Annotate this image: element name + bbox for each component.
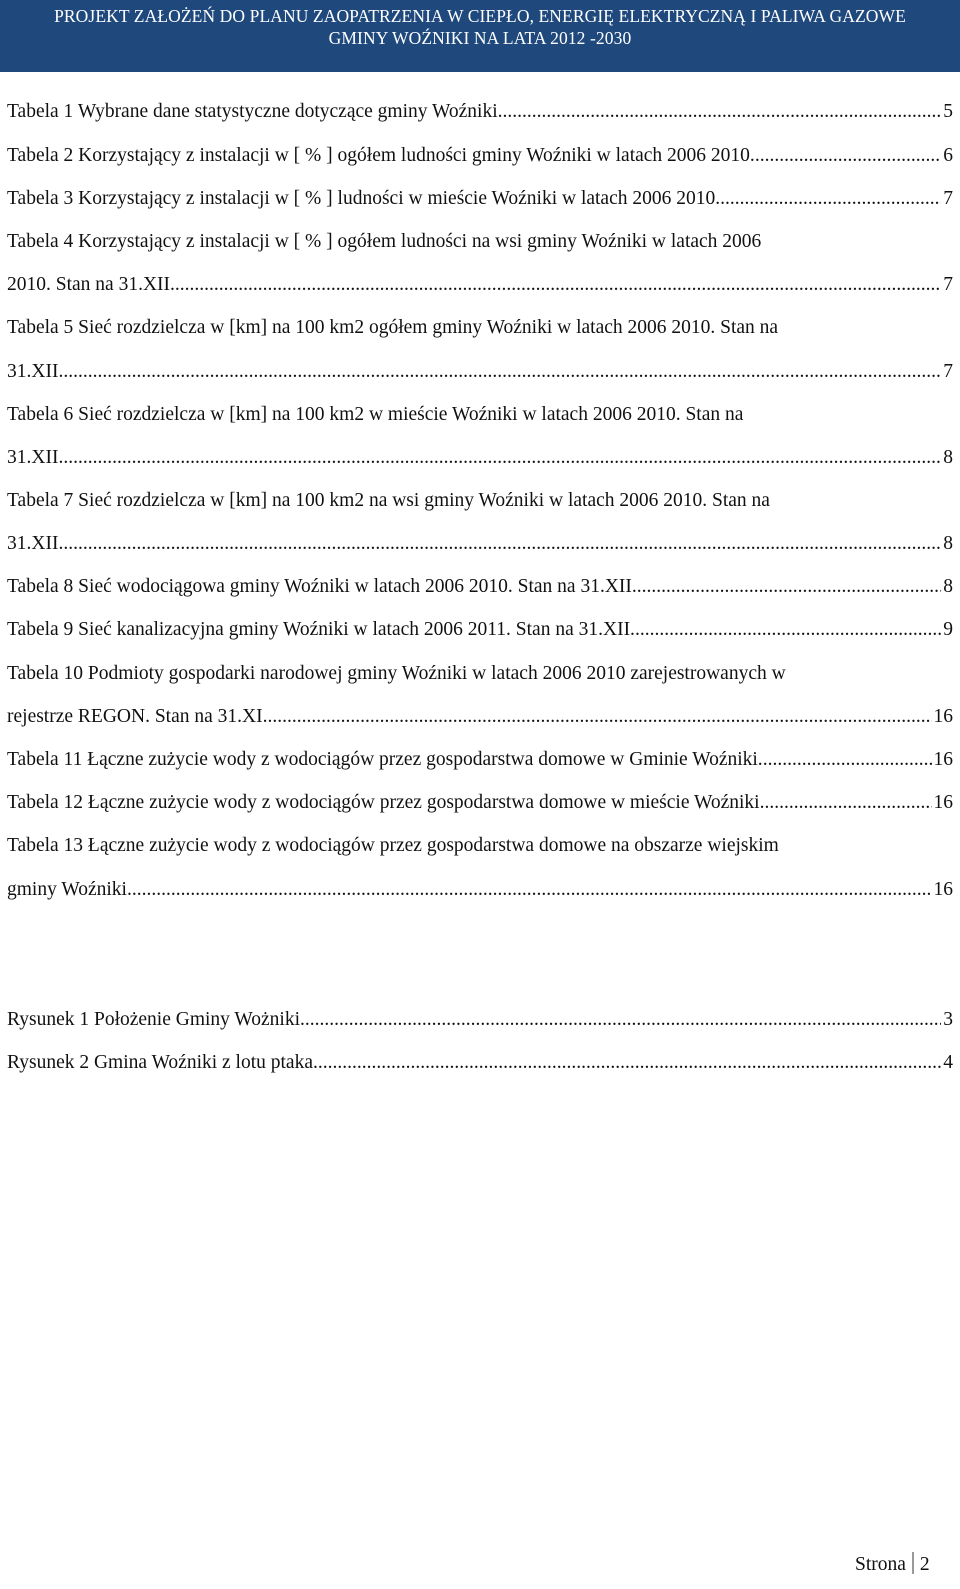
- page-number: 9: [943, 619, 953, 640]
- page-number: 5: [943, 101, 953, 122]
- leader-dots: [720, 186, 941, 212]
- toc-entry-tabela-6[interactable]: 31.XII. ..... 8: [7, 445, 953, 471]
- toc-entry-tabela-13[interactable]: gminy Woźniki. ..... 16: [7, 877, 953, 903]
- leader-dots: [755, 143, 941, 169]
- page-number: 16: [933, 706, 953, 727]
- toc-entry-tabela-6-line1[interactable]: Tabela 6 Sieć rozdzielcza w [km] na 100 km2 w mieście Woźniki w latach 2006 2010. Stan na: [7, 404, 744, 425]
- toc-entry-tabela-5[interactable]: 31.XII. ..... 7: [7, 359, 953, 385]
- footer-separator: [912, 1552, 914, 1574]
- leader-dots: [267, 704, 931, 730]
- leader-dots: [635, 617, 941, 643]
- toc-entry-tabela-13-line1[interactable]: Tabela 13 Łączne zużycie wody z wodociągów przez gospodarstwa domowe na obszarze wiejskim: [7, 835, 779, 856]
- toc-entry-tabela-4-line1[interactable]: Tabela 4 Korzystający z instalacji w [ % ] ogółem ludności na wsi gminy Woźniki w latach 2006: [7, 231, 762, 252]
- toc-entry-tabela-2[interactable]: Tabela 2 Korzystający z instalacji w [ % ] ogółem ludności gminy Woźniki w latach 2006 2010. ..... 6: [7, 143, 953, 169]
- page-number: 6: [943, 145, 953, 166]
- header-title-line1: PROJEKT ZAŁOŻEŃ DO PLANU ZAOPATRZENIA W CIEPŁO, ENERGIĘ ELEKTRYCZNĄ I PALIWA GAZOWE: [54, 6, 906, 26]
- toc-entry-tabela-5-line1[interactable]: Tabela 5 Sieć rozdzielcza w [km] na 100 km2 ogółem gminy Woźniki w latach 2006 2010. Stan na: [7, 317, 779, 338]
- footer-label: Strona: [855, 1554, 906, 1575]
- page-number: 7: [943, 188, 953, 209]
- page-footer: [855, 1552, 930, 1578]
- page-number: 7: [943, 274, 953, 295]
- leader-dots: [63, 359, 941, 385]
- toc-entry-rysunek-1[interactable]: Rysunek 1 Położenie Gminy Wożniki ..... 3: [7, 1007, 953, 1033]
- toc-entry-tabela-12[interactable]: Tabela 12 Łączne zużycie wody z wodociągów przez gospodarstwa domowe w mieście Woźniki. ..... 16: [7, 790, 953, 816]
- leader-dots: [175, 272, 941, 298]
- toc-entry-tabela-10-line1[interactable]: Tabela 10 Podmioty gospodarki narodowej gminy Woźniki w latach 2006 2010 zarejestrowanych w: [7, 663, 786, 684]
- page-number: 16: [933, 749, 953, 770]
- page-number: 8: [943, 576, 953, 597]
- toc-entry-tabela-8[interactable]: Tabela 8 Sieć wodociągowa gminy Woźniki w latach 2006 2010. Stan na 31.XII ..... 8: [7, 574, 953, 600]
- leader-dots: [498, 99, 942, 125]
- leader-dots: [132, 877, 932, 903]
- toc-entry-tabela-3[interactable]: Tabela 3 Korzystający z instalacji w [ % ] ludności w mieście Woźniki w latach 2006 2010. ..... 7: [7, 186, 953, 212]
- leader-dots: [63, 531, 941, 557]
- toc-entry-tabela-7[interactable]: 31.XII. ..... 8: [7, 531, 953, 557]
- page-number: 16: [933, 792, 953, 813]
- leader-dots: [632, 574, 941, 600]
- leader-dots: [764, 790, 931, 816]
- leader-dots: [63, 445, 941, 471]
- toc-entry-rysunek-2[interactable]: Rysunek 2 Gmina Woźniki z lotu ptaka ..... 4: [7, 1050, 953, 1076]
- header-title-line2: GMINY WOŹNIKI NA LATA 2012 -2030: [328, 28, 632, 48]
- leader-dots: [763, 747, 932, 773]
- page-number: 16: [933, 879, 953, 900]
- page-number: 7: [943, 361, 953, 382]
- leader-dots: [313, 1050, 941, 1076]
- leader-dots: [300, 1007, 941, 1033]
- toc-entry-tabela-11[interactable]: Tabela 11 Łączne zużycie wody z wodociągów przez gospodarstwa domowe w Gminie Woźniki. ..... 16: [7, 747, 953, 773]
- toc-entry-tabela-7-line1[interactable]: Tabela 7 Sieć rozdzielcza w [km] na 100 km2 na wsi gminy Woźniki w latach 2006 2010. Stan na: [7, 490, 770, 511]
- toc-entry-tabela-9[interactable]: Tabela 9 Sieć kanalizacyjna gminy Woźniki w latach 2006 2011. Stan na 31.XII. ..... 9: [7, 617, 953, 643]
- page-number: 8: [943, 447, 953, 468]
- page-number: 4: [943, 1052, 953, 1073]
- page-number: 3: [943, 1009, 953, 1030]
- toc-entry-tabela-4[interactable]: 2010. Stan na 31.XII. ..... 7: [7, 272, 953, 298]
- footer-page-number: 2: [919, 1554, 930, 1575]
- toc-entry-tabela-10[interactable]: rejestrze REGON. Stan na 31.XI. ..... 16: [7, 704, 953, 730]
- page-number: 8: [943, 533, 953, 554]
- toc-entry-tabela-1[interactable]: Tabela 1 Wybrane dane statystyczne dotyczące gminy Woźniki ..... 5: [7, 99, 953, 125]
